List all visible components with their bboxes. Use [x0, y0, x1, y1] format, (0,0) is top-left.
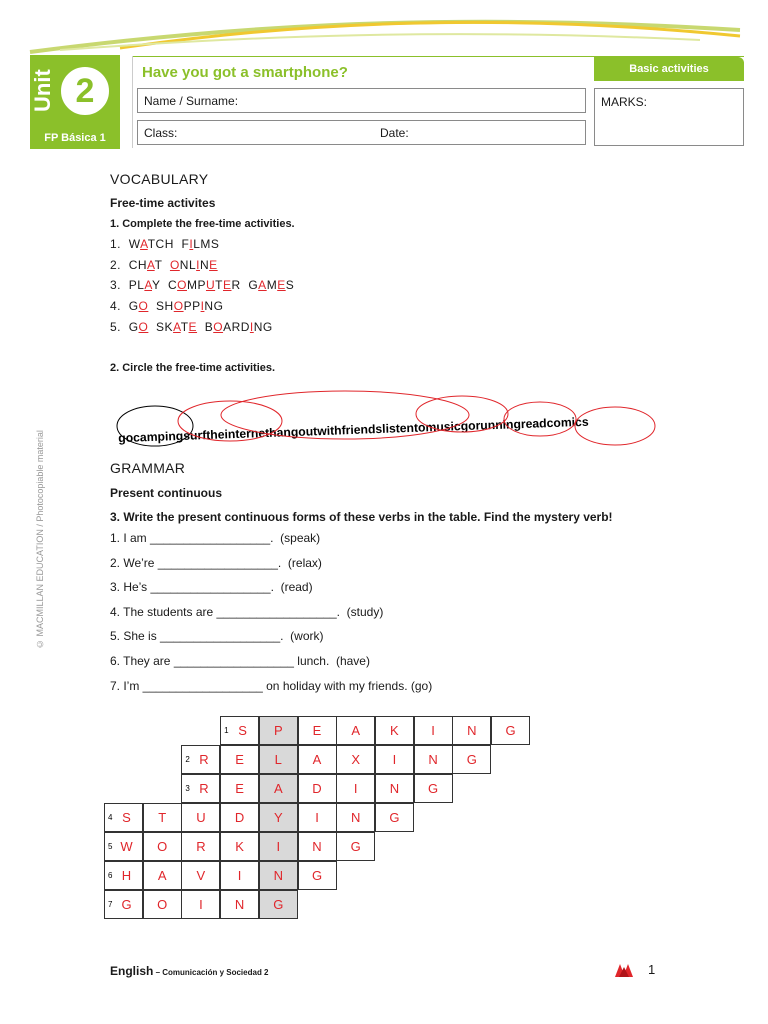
clue-number: 3 — [185, 784, 190, 793]
grid-letter: G — [121, 897, 132, 912]
answer-letter: E — [209, 257, 218, 272]
given-letters: W — [128, 237, 141, 251]
exercise-1-item — [110, 299, 223, 313]
mystery-cell[interactable]: L — [259, 745, 298, 774]
grid-cell[interactable]: K — [375, 716, 414, 745]
answer-letter: A — [147, 257, 155, 272]
given-letters: Y C — [152, 278, 178, 293]
given-letters: NL — [179, 257, 197, 272]
mystery-cell[interactable]: G — [259, 890, 298, 919]
answer-letter: E — [222, 278, 232, 293]
grid-cell[interactable]: E — [220, 745, 259, 774]
exercise-1-item — [110, 258, 218, 272]
grid-cell[interactable]: I — [298, 803, 337, 832]
vocabulary-subheading: Free-time activites — [110, 196, 216, 210]
name-label: Name / Surname: — [144, 93, 239, 108]
given-letters: ARD — [223, 319, 250, 334]
clue-number: 1 — [224, 726, 229, 735]
given-letters: G — [128, 319, 139, 334]
marks-field[interactable] — [594, 88, 744, 146]
grid-cell[interactable]: N — [298, 832, 337, 861]
clue-number: 7 — [108, 900, 113, 909]
grid-start-cell[interactable] — [220, 716, 259, 745]
answer-letter: A — [173, 319, 181, 334]
footer-course: Comunicación y Sociedad 2 — [162, 968, 269, 977]
section-badge: Basic activities — [594, 57, 744, 81]
exercise-3-item[interactable]: 5. She is __________________. (work) — [110, 629, 324, 644]
answer-letter: O — [138, 319, 149, 334]
grid-cell[interactable]: A — [336, 716, 375, 745]
worksheet-title: Have you got a smartphone? — [142, 64, 348, 81]
grid-cell[interactable]: T — [143, 803, 182, 832]
given-letters: T — [154, 257, 170, 272]
given-letters: NG — [204, 299, 224, 314]
grid-cell[interactable]: I — [220, 861, 259, 890]
grid-cell[interactable]: N — [336, 803, 375, 832]
grid-cell[interactable]: I — [181, 890, 220, 919]
unit-number: 2 — [75, 71, 95, 110]
given-letters: SH — [148, 299, 174, 314]
exercise-3-item[interactable]: 7. I’m __________________ on holiday with my friends. (go) — [110, 678, 433, 693]
answer-letter: A — [140, 237, 148, 251]
date-label[interactable]: Date: — [380, 125, 409, 140]
word-snake[interactable] — [110, 386, 670, 456]
mystery-cell[interactable]: Y — [259, 803, 298, 832]
mystery-cell[interactable]: A — [259, 774, 298, 803]
grid-cell[interactable]: V — [181, 861, 220, 890]
answer-letter: O — [138, 299, 149, 314]
exercise-1-item — [110, 278, 294, 292]
answer-letter: I — [196, 257, 200, 272]
given-letters: R G — [231, 278, 259, 293]
grid-cell[interactable]: A — [143, 861, 182, 890]
grid-cell[interactable]: G — [375, 803, 414, 832]
grid-cell[interactable]: G — [452, 745, 491, 774]
footer-subject — [110, 964, 269, 978]
grid-cell[interactable]: N — [452, 716, 491, 745]
grid-cell[interactable]: I — [414, 716, 453, 745]
exercise-3-item[interactable]: 3. He’s __________________. (read) — [110, 580, 313, 595]
grid-letter: H — [121, 868, 132, 883]
class-field[interactable] — [137, 120, 586, 145]
grid-cell[interactable]: G — [491, 716, 530, 745]
answer-letter: U — [205, 278, 216, 293]
grid-start-cell[interactable] — [104, 832, 143, 861]
given-letters: M — [266, 278, 278, 293]
exercise-3-item[interactable]: 4. The students are __________________. (study) — [110, 604, 384, 619]
exercise-3-title: 3. Write the present continuous forms of these verbs in the table. Find the mystery verb! — [110, 510, 613, 524]
grammar-heading: GRAMMAR — [110, 460, 186, 476]
unit-word: Unit — [30, 69, 55, 113]
grid-cell[interactable]: E — [220, 774, 259, 803]
grid-cell[interactable]: I — [375, 745, 414, 774]
given-letters: T — [180, 319, 189, 334]
given-letters: CH — [128, 257, 148, 272]
answer-letter: O — [173, 299, 184, 314]
word-snake-text: gocampingsurftheinternethangoutwithfriendslistentomusicgorunningreadcomics — [118, 414, 589, 446]
given-letters: N — [199, 257, 210, 272]
item-number: 3. — [110, 278, 129, 293]
footer-dash: – — [153, 968, 163, 977]
mystery-cell[interactable]: N — [259, 861, 298, 890]
grid-cell[interactable]: E — [298, 716, 337, 745]
mystery-cell[interactable]: I — [259, 832, 298, 861]
grid-cell[interactable]: X — [336, 745, 375, 774]
grid-letter: S — [238, 723, 247, 738]
given-letters: S — [285, 278, 295, 293]
answer-letter: A — [258, 278, 267, 293]
header-divider — [132, 56, 133, 148]
exercise-1-item — [110, 237, 219, 251]
grid-cell[interactable]: O — [143, 890, 182, 919]
grid-start-cell[interactable] — [104, 890, 143, 919]
grid-cell[interactable]: A — [298, 745, 337, 774]
grid-cell[interactable]: U — [181, 803, 220, 832]
given-letters: PP — [183, 299, 201, 314]
grid-cell[interactable]: G — [298, 861, 337, 890]
answer-letter: O — [169, 257, 180, 272]
exercise-1-title: 1. Complete the free-time activities. — [110, 218, 295, 230]
given-letters: T — [215, 278, 223, 293]
item-number: 2. — [110, 257, 129, 272]
item-number: 5. — [110, 319, 129, 334]
name-field[interactable] — [137, 88, 586, 113]
answer-letter: E — [188, 319, 198, 334]
answer-letter: I — [249, 319, 254, 334]
marks-label: MARKS: — [601, 95, 648, 109]
item-number: 4. — [110, 299, 129, 314]
grid-cell[interactable]: N — [414, 745, 453, 774]
grid-cell[interactable]: D — [298, 774, 337, 803]
grid-cell[interactable]: I — [336, 774, 375, 803]
given-letters: LMS — [193, 237, 220, 251]
vocabulary-heading: VOCABULARY — [110, 171, 209, 187]
grid-start-cell[interactable] — [181, 774, 220, 803]
given-letters: MP — [186, 278, 206, 293]
given-letters: G — [128, 299, 139, 314]
exercise-2-title: 2. Circle the free-time activities. — [110, 362, 276, 374]
answer-letter: I — [189, 237, 194, 251]
clue-number: 6 — [108, 871, 113, 880]
answer-letter: A — [144, 278, 152, 293]
clue-number: 4 — [108, 813, 113, 822]
mystery-cell[interactable]: P — [259, 716, 298, 745]
given-letters: SK — [148, 319, 174, 334]
answer-letter: E — [277, 278, 286, 293]
grid-cell[interactable]: G — [336, 832, 375, 861]
clue-number: 2 — [185, 755, 190, 764]
grid-cell[interactable]: R — [181, 832, 220, 861]
item-number: 1. — [110, 237, 129, 251]
clue-number: 5 — [108, 842, 113, 851]
grid-cell[interactable]: K — [220, 832, 259, 861]
given-letters: TCH F — [147, 237, 190, 251]
grid-cell[interactable]: D — [220, 803, 259, 832]
given-letters: NG — [253, 319, 273, 334]
grid-start-cell[interactable] — [104, 861, 143, 890]
exercise-1-item — [110, 320, 273, 334]
footer-subject-text: English — [110, 964, 154, 978]
grid-letter: W — [120, 839, 133, 854]
answer-letter: O — [213, 319, 224, 334]
grid-start-cell[interactable] — [104, 803, 143, 832]
grammar-subheading: Present continuous — [110, 486, 223, 500]
exercise-3-item[interactable]: 2. We’re __________________. (relax) — [110, 555, 322, 570]
answer-letter: I — [200, 299, 205, 314]
publisher-logo-icon — [614, 962, 636, 978]
grid-cell[interactable]: O — [143, 832, 182, 861]
page-number: 1 — [648, 962, 656, 977]
given-letters: B — [197, 319, 214, 334]
grid-letter: S — [122, 810, 131, 825]
grid-cell[interactable]: N — [220, 890, 259, 919]
grid-letter: R — [199, 752, 209, 767]
grid-letter: R — [199, 781, 209, 796]
exercise-3-item[interactable]: 6. They are __________________ lunch. (have) — [110, 654, 370, 668]
level-label: FP Básica 1 — [30, 128, 120, 148]
exercise-3-item[interactable]: 1. I am __________________. (speak) — [110, 531, 321, 545]
grid-start-cell[interactable] — [181, 745, 220, 774]
answer-letter: O — [177, 278, 187, 293]
copyright-credit: © MACMILLAN EDUCATION / Photocopiable material — [35, 430, 45, 650]
grid-cell[interactable]: N — [375, 774, 414, 803]
given-letters: PL — [128, 278, 145, 293]
header-swoosh — [0, 0, 768, 60]
class-label: Class: — [144, 125, 178, 140]
grid-cell[interactable]: G — [414, 774, 453, 803]
